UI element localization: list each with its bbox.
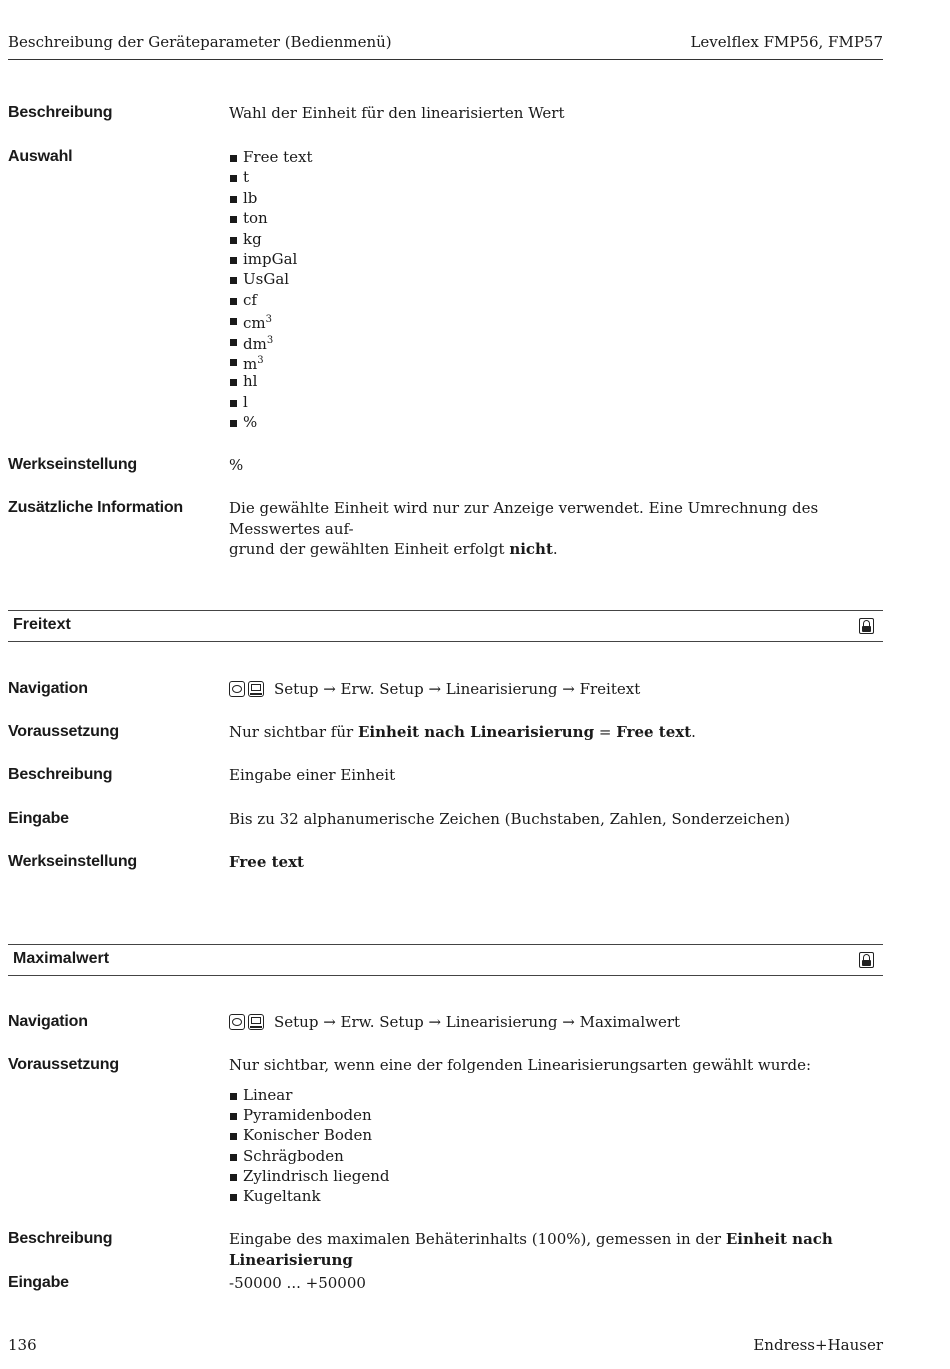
beschreibung-label: Beschreibung [8, 104, 113, 121]
header-section-title: Beschreibung der Geräteparameter (Bedienmenü) [8, 33, 392, 51]
info-label: Zusätzliche Information [8, 499, 183, 516]
werkseinstellung-label: Werkseinstellung [8, 456, 137, 473]
werkseinstellung-value: Free text [229, 853, 304, 871]
auswahl-label: Auswahl [8, 148, 73, 165]
werkseinstellung-value: % [229, 456, 244, 474]
info-value [229, 498, 879, 560]
list-item: Kugeltank [229, 1186, 879, 1206]
list-item: cf [229, 290, 879, 310]
list-item: Schrägboden [229, 1146, 879, 1166]
list-item: Linear [229, 1085, 879, 1105]
list-item: Free text [229, 147, 879, 167]
list-item: Pyramidenboden [229, 1105, 879, 1125]
section-title: Maximalwert [13, 950, 110, 967]
navigation-label: Navigation [8, 680, 88, 697]
list-item: % [229, 412, 879, 432]
page-footer [8, 1335, 883, 1356]
section-title: Freitext [13, 616, 71, 633]
eingabe-value: Bis zu 32 alphanumerische Zeichen (Buchstaben, Zahlen, Sonderzeichen) [229, 810, 791, 828]
list-item: ton [229, 208, 879, 228]
page-header [8, 32, 883, 60]
eingabe-label: Eingabe [8, 1274, 69, 1291]
eingabe-value: -50000 ... +50000 [229, 1274, 366, 1292]
list-item: kg [229, 229, 879, 249]
navigation-path: Setup → Erw. Setup → Linearisierung → Freitext [274, 680, 641, 698]
list-item: Zylindrisch liegend [229, 1166, 879, 1186]
lock-icon [859, 618, 874, 634]
voraussetzung-label: Voraussetzung [8, 723, 119, 740]
list-item: $m^3$ [229, 351, 879, 371]
navigation-path: Setup → Erw. Setup → Linearisierung → Maximalwert [274, 1013, 681, 1031]
page-number: 136 [8, 1336, 37, 1354]
list-item: Konischer Boden [229, 1125, 879, 1145]
list-item: t [229, 167, 879, 187]
lock-icon [859, 952, 874, 968]
info-line-1: Die gewählte Einheit wird nur zur Anzeige verwendet. Eine Umrechnung des Messwertes auf- [229, 499, 819, 538]
list-item: l [229, 392, 879, 412]
header-product-name: Levelflex FMP56, FMP57 [690, 33, 883, 51]
beschreibung-value: Wahl der Einheit für den linearisierten Wert [229, 104, 565, 122]
list-item: hl [229, 371, 879, 391]
superscript-3: 3 [265, 314, 272, 326]
superscript-3: 3 [266, 334, 274, 346]
operation-key-icon [229, 1014, 245, 1030]
operation-key-icon [229, 681, 245, 697]
brand-name: Endress+Hauser [753, 1336, 883, 1354]
display-key-icon [248, 1014, 264, 1030]
voraussetzung-value: Nur sichtbar für Einheit nach Linearisierung = Free text. [229, 723, 696, 741]
list-item: lb [229, 188, 879, 208]
beschreibung-label: Beschreibung [8, 766, 113, 783]
voraussetzung-value: Nur sichtbar, wenn eine der folgenden Linearisierungsarten gewählt wurde: [229, 1056, 812, 1074]
section-header-maximalwert [8, 944, 883, 976]
beschreibung-value: Eingabe des maximalen Behäterinhalts (100%), gemessen in der Einheit nach Linearisierung [229, 1230, 833, 1269]
voraussetzung-label: Voraussetzung [8, 1056, 119, 1073]
eingabe-label: Eingabe [8, 810, 69, 827]
werkseinstellung-label: Werkseinstellung [8, 853, 137, 870]
display-key-icon [248, 681, 264, 697]
auswahl-list [229, 147, 879, 432]
beschreibung-value: Eingabe einer Einheit [229, 766, 396, 784]
navigation-label: Navigation [8, 1013, 88, 1030]
list-item: $cm^3$ [229, 310, 879, 330]
list-item: $dm^3$ [229, 331, 879, 351]
list-item: impGal [229, 249, 879, 269]
beschreibung-label: Beschreibung [8, 1230, 113, 1247]
info-line-2: grund der gewählten Einheit erfolgt nicht. [229, 540, 558, 558]
list-item: UsGal [229, 269, 879, 289]
linearisierungsarten-list [229, 1085, 879, 1207]
section-header-freitext [8, 610, 883, 642]
superscript-3: 3 [257, 354, 264, 366]
